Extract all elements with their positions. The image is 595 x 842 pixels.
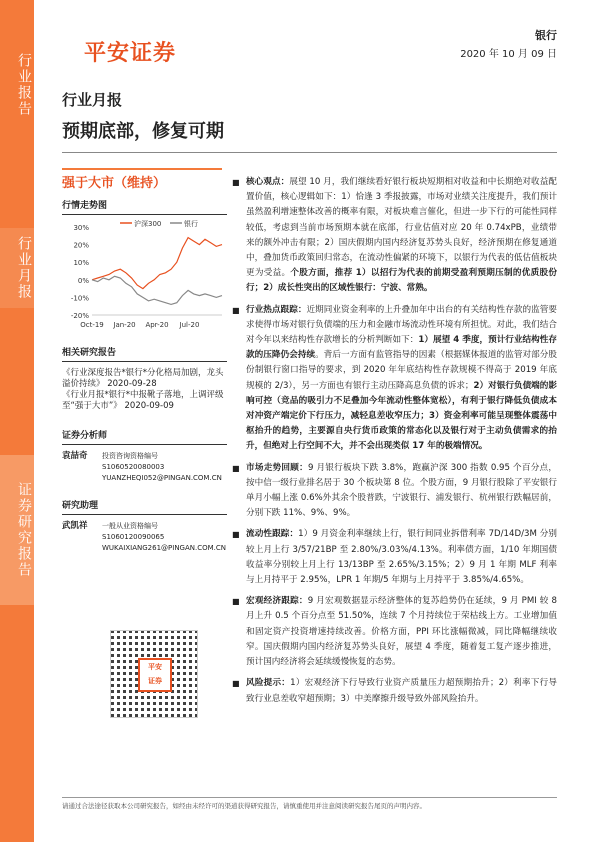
title-divider xyxy=(62,152,557,153)
y-tick-label: -20% xyxy=(70,312,89,320)
analyst-id: S1060520080003 xyxy=(102,463,165,471)
footer-divider xyxy=(62,797,557,798)
assistant-email[interactable]: WUKAIXIANG261@PINGAN.COM.CN xyxy=(102,544,227,552)
bullet-bold: 个股方面，推荐 1）以招行为代表的前期受盈利预期压制的优质股份行；2）成长性突出的区域性银行：宁波、常熟。 xyxy=(246,268,557,294)
header-sector: 银行 xyxy=(535,29,557,42)
trend-chart-svg xyxy=(62,215,227,335)
bullet-text: 近期同业资金利率的上升叠加年中出台的有关结构性存款的监管要求使得市场对银行负债端的压力和金融市场流动性环境有所担忧。对此，我们结合对今年以来结构性存款增长的分析判断如下： xyxy=(246,304,557,346)
legend-label-a: 沪深300 xyxy=(134,220,162,228)
y-tick-label: 10% xyxy=(73,259,89,268)
rating-label: 强于大市（维持） xyxy=(62,176,167,191)
qr-logo xyxy=(138,658,172,692)
x-tick-label: Jul-20 xyxy=(179,321,200,329)
series-line-0 xyxy=(92,238,222,289)
bullet-text: 9 月银行板块下跌 3.8%，跑赢沪深 300 指数 0.95 个百分点，按中信一级行业排名居于 30 个板块第 8 位。个股方面，9 月银行股除了平安银行单月小幅上涨 0.6%外其余个股普跌，宁波银行、浦发银行、杭州银行跌幅居前，分别下跌 11%、9%、9%。 xyxy=(246,462,557,519)
related-report-1[interactable]: 《行业深度报告*银行*分化格局加剧，龙头溢价持续》 2020-09-28 xyxy=(62,368,224,389)
report-title: 预期底部，修复可期 xyxy=(62,121,224,142)
report-type: 行业月报 xyxy=(62,91,123,109)
bullet-icon: ■ xyxy=(232,597,240,607)
assistant-id: S1060120090065 xyxy=(102,533,165,541)
side-bar xyxy=(0,0,34,842)
bullet-text: 9 月宏观数据显示经济整体的复苏趋势仍在延续，9 月 PMI 较 8 月上升 0.5 个百分点至 51.50%，连续 7 个月持续位于荣枯线上方。工业增加值和固定资产投资增速持续改善。价格方面，PPI 环比涨幅微减，同比降幅继续收窄。国庆假期内国内经济复苏势头良好，展望 4 季度，随着复工复产逐步推进，预计国内经济将会延续缓慢恢复的态势。 xyxy=(246,596,557,668)
y-tick-label: 20% xyxy=(73,241,89,250)
bullet-icon: ■ xyxy=(232,178,240,187)
bullet-text: 1）宏观经济下行导致行业资产质量压力超预期抬升；2）利率下行导致行业息差收窄超预期；3）中美摩擦升级导致外部风险抬升。 xyxy=(246,678,557,704)
bullet-head: 宏观经济跟踪： xyxy=(246,596,308,607)
y-tick-label: 30% xyxy=(73,224,89,232)
bullet-icon: ■ xyxy=(232,530,240,540)
bullet-head: 风险提示： xyxy=(246,678,291,689)
body-column xyxy=(232,175,557,713)
bullet-market-review xyxy=(232,461,557,522)
bullet-text: 。背后一方面有监管指导的因素（根据媒体报道的监管对部分股份制银行窗口指导的要求，到 2020 年年底结构性存款规模不得高于 2019 年底规模的 2/3），另一方面也有银行主动压降高息负债的诉求； xyxy=(246,350,557,391)
header-date: 2020 年 10 月 09 日 xyxy=(460,49,557,60)
qr-logo-text-2: 证券 xyxy=(148,677,162,685)
y-tick-label: -10% xyxy=(70,294,89,303)
series-line-1 xyxy=(92,276,222,304)
x-tick-label: Oct-19 xyxy=(80,321,104,329)
assistant-name: 武凯祥 xyxy=(62,521,88,531)
bullet-icon: ■ xyxy=(232,305,240,315)
bullet-bold: 1）展望 4 季度，预计行业结构性存款的压降仍会持续 xyxy=(246,335,557,361)
bullet-icon: ■ xyxy=(232,679,240,689)
assistant-block xyxy=(62,521,227,554)
bullet-core-view xyxy=(232,175,557,297)
company-logo: 平安证券 xyxy=(84,40,177,66)
analyst-block xyxy=(62,451,227,484)
bullet-icon: ■ xyxy=(232,463,240,473)
footer-disclaimer: 请通过合法途径获取本公司研究报告，如经由未经许可的渠道获得研究报告，请慎重使用并注意阅读研究报告尾页的声明内容。 xyxy=(62,802,426,810)
bullet-head: 市场走势回顾： xyxy=(246,462,308,473)
bullet-bold: 2）对银行负债端的影响可控（竞品的吸引力不足叠加今年流动性整体宽松），有利于银行降低负债成本对冲资产端定价下行压力，减轻息差收窄压力；3）资金利率可能呈现整体震荡中枢抬升的趋势，主要源自央行货币政策的常态化以及银行对于主动负债需求的抬升，但绝对上行空间不大，并不会出现类似 17 年的极端情况。 xyxy=(246,380,557,452)
bullet-hotspot xyxy=(232,303,557,455)
trend-section-title: 行情走势图 xyxy=(62,198,227,215)
side-label-monthly: 行业月报 xyxy=(0,228,34,308)
x-tick-label: Jan-20 xyxy=(113,321,136,329)
left-column xyxy=(62,198,227,554)
bullet-risk xyxy=(232,676,557,706)
assistant-role: 一般从业资格编号 xyxy=(102,522,158,530)
trend-chart xyxy=(62,215,227,335)
side-label-industry-report: 行业报告 xyxy=(16,53,32,117)
bullet-head: 流动性跟踪： xyxy=(246,529,299,540)
analyst-name: 袁喆奇 xyxy=(62,451,88,461)
bullet-text: 1）9 月资金利率继续上行，银行间同业拆借利率 7D/14D/3M 分别较上月上行 3/57/21BP 至 2.80%/3.03%/4.13%。利率债方面，1/10 年期国债收益率分别较上月上行 13/13BP 至 2.65%/3.15%；2）9 月 1 年期 MLF 利率与上月持平于 2.95%，LPR 1 年期/5 年期与上月持平于 3.85%/4.65%。 xyxy=(246,529,557,586)
analyst-role: 投资咨询资格编号 xyxy=(102,452,158,460)
x-tick-label: Apr-20 xyxy=(145,321,169,329)
legend-label-b: 银行 xyxy=(184,220,198,228)
analyst-section-title: 证券分析师 xyxy=(62,428,227,445)
y-tick-label: 0% xyxy=(77,276,89,285)
qr-code[interactable] xyxy=(110,630,198,718)
bullet-liquidity xyxy=(232,527,557,588)
assistant-section-title: 研究助理 xyxy=(62,498,227,515)
qr-logo-text-1: 平安 xyxy=(148,663,162,671)
bullet-head: 核心观点： xyxy=(246,177,290,187)
related-report-2[interactable]: 《行业月报*银行*中报靴子落地，上调评级至“强于大市”》 2020-09-09 xyxy=(62,390,224,411)
analyst-email[interactable]: YUANZHEQI052@PINGAN.COM.CN xyxy=(102,474,222,482)
side-label-securities-research: 证券研究报告 xyxy=(0,455,34,605)
bullet-head: 行业热点跟踪： xyxy=(246,304,307,315)
bullet-text: 展望 10 月，我们继续看好银行板块短期相对收益和中长期绝对收益配置价值，核心逻辑如下：1）恰逢 3 季报披露，市场对业绩关注度提升，我们预计虽然盈利增速整体改善的概率有限，对板块难言催化，但进一步下行的可能性同样较低，考虑到当前市场预期本就在底部，行业估值对应 20 年 0.74xPB，业绩带来的额外冲击有限；2）国庆假期内国内经济复苏势头良好，经济预期在修复通道中，叠加货币政策回归常态，在流动性偏紧的环境下，以银行为代表的低估值板块更为受益。 xyxy=(246,177,557,279)
related-section-title: 相关研究报告 xyxy=(62,345,227,362)
bullet-macro xyxy=(232,594,557,670)
